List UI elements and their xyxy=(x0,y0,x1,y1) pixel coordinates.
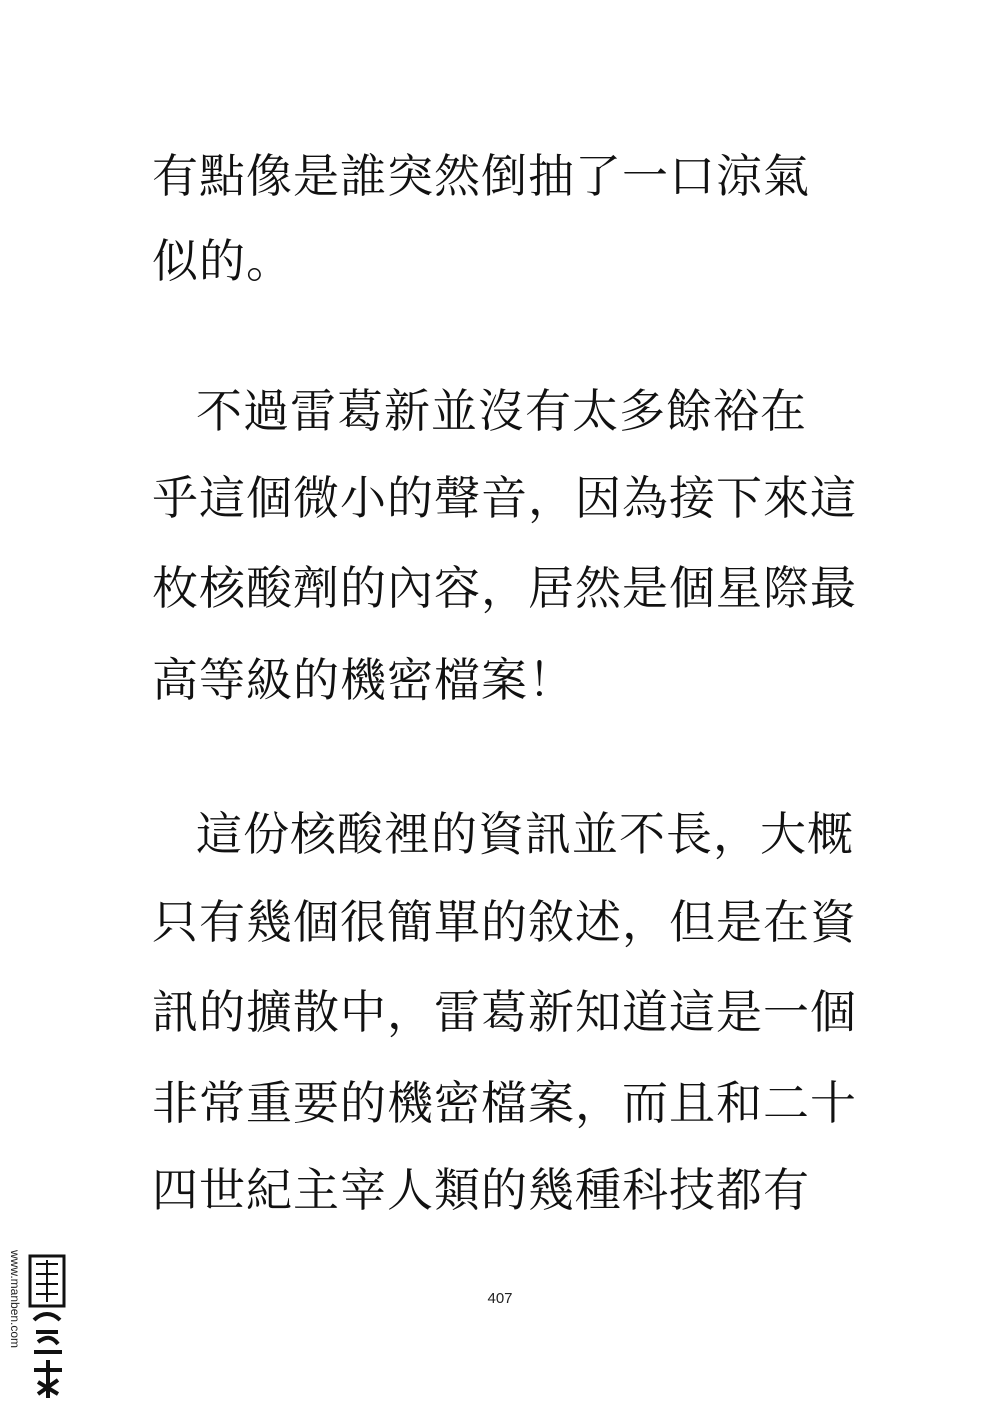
text-line: 枚核酸劑的內容，居然是個星際最 xyxy=(152,561,857,615)
watermark-url: www.manben.com xyxy=(8,1250,22,1349)
text-line: 這份核酸裡的資訊並不長，大概 xyxy=(196,807,854,861)
text-line: 只有幾個很簡單的敘述，但是在資 xyxy=(152,895,857,949)
text-line: 似的。 xyxy=(152,234,293,288)
text-line: 訊的擴散中，雷葛新知道這是一個 xyxy=(152,985,857,1039)
text-line: 四世紀主宰人類的幾種科技都有 xyxy=(152,1163,810,1217)
text-line: 高等級的機密檔案！ xyxy=(152,653,575,707)
page-number: 407 xyxy=(487,1290,513,1307)
text-line: 乎這個微小的聲音，因為接下來這 xyxy=(152,471,857,525)
text-line: 不過雷葛新並沒有太多餘裕在 xyxy=(196,384,807,438)
watermark-logo xyxy=(28,1252,68,1402)
text-line: 有點像是誰突然倒抽了一口涼氣 xyxy=(152,149,810,203)
text-line: 非常重要的機密檔案，而且和二十 xyxy=(152,1076,857,1130)
